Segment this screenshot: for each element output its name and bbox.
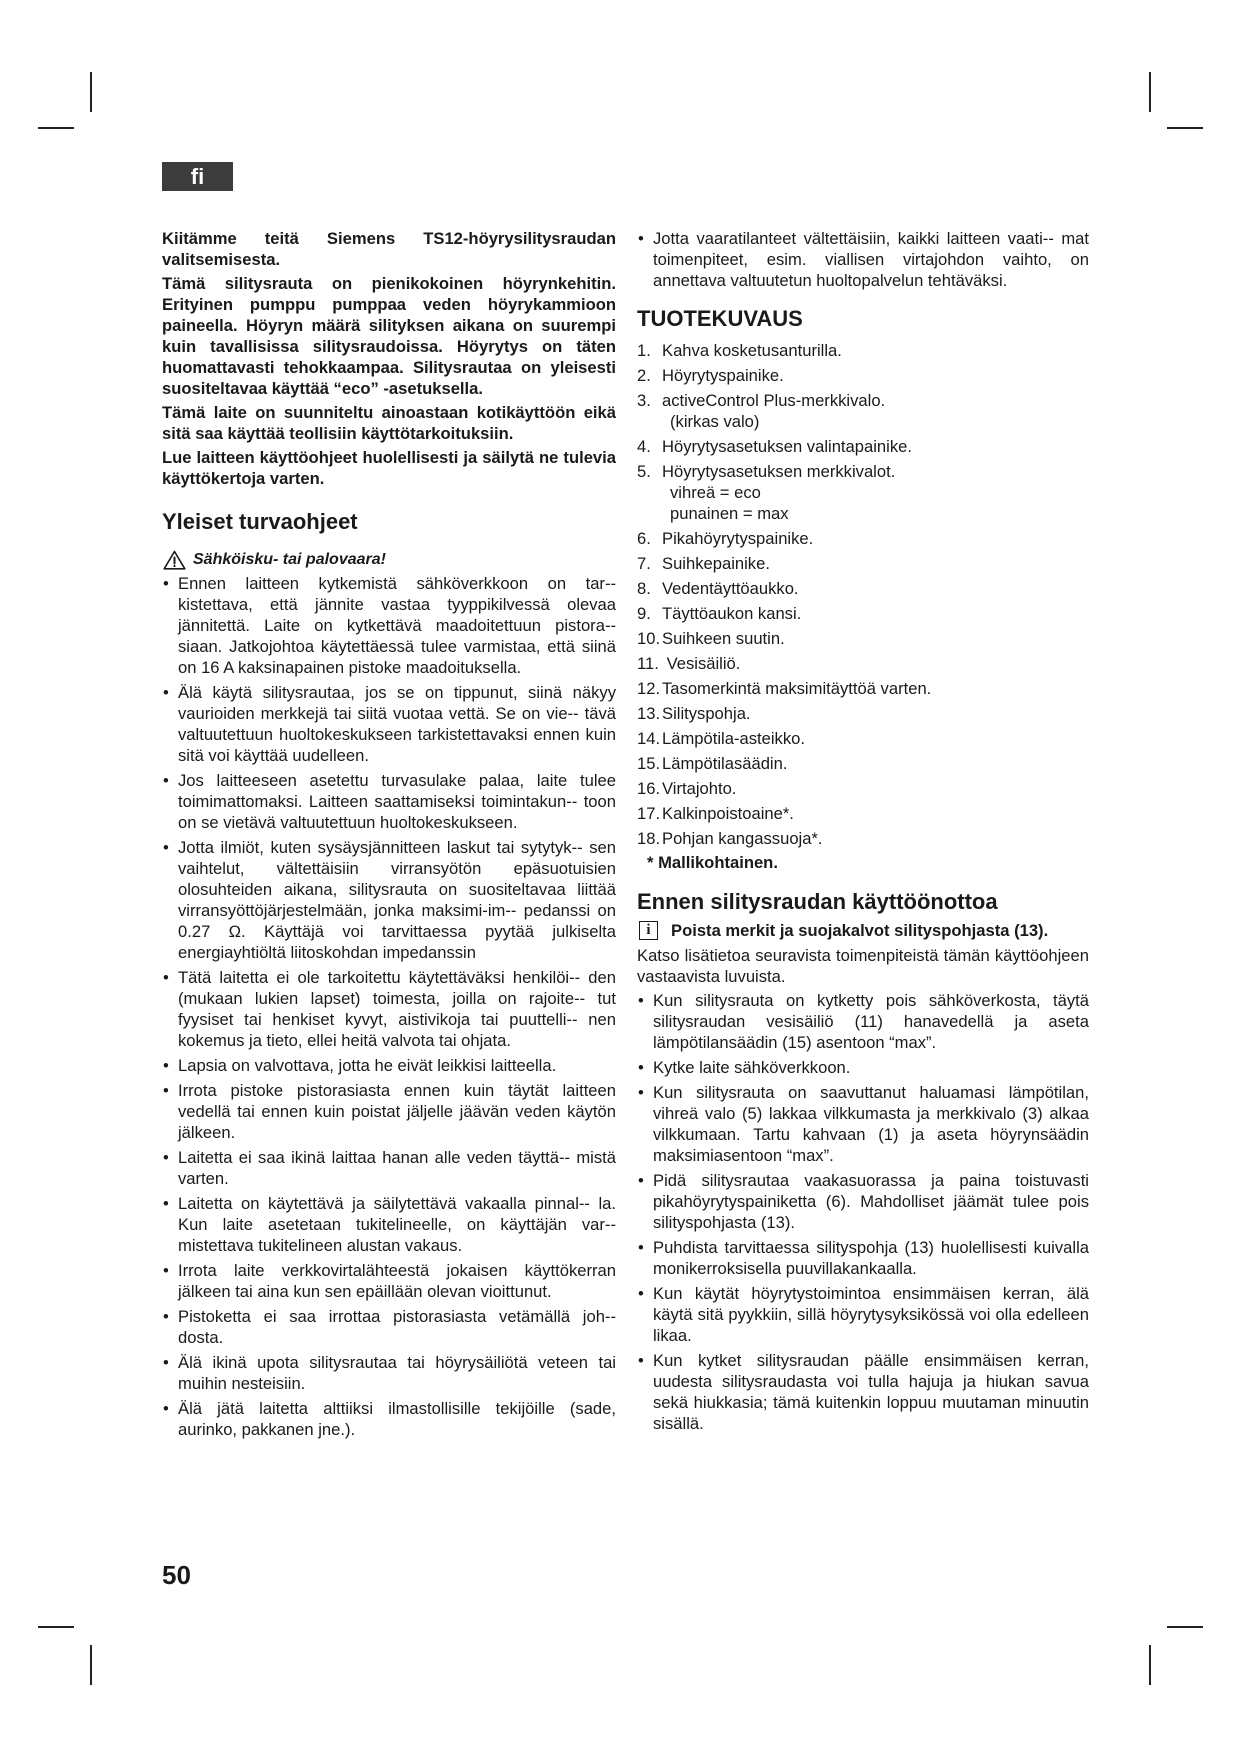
list-item: • Älä jätä laitetta alttiiksi ilmastollisille tekijöille (sade, aurinko, pakkanen jne.). — [162, 1398, 616, 1440]
list-item: • Kun silitysrauta on saavuttanut haluamasi lämpötilan, vihreä valo (5) lakkaa vilkkumasta ja merkkivalo (3) alkaa vilkkumaan. Tartu kahvaan (1) ja aseta höyrynsäädin maksimiasentoon “max”. — [637, 1082, 1089, 1166]
list-item: • Tätä laitetta ei ole tarkoitettu käytettäväksi henkilöi-- den (mukaan lukien lapset) toimesta, joilla on rajoite-- tut fyysiset tai henkiset kyvyt, aistivikoja tai puuttelli-- nen kokemus ja tieto, ellei heitä valvota tai ohjata. — [162, 967, 616, 1051]
info-note — [637, 920, 1089, 941]
part-label: Vesisäiliö. — [662, 654, 741, 673]
parts-list-item — [637, 390, 1089, 432]
part-label: Pikahöyrytyspainike. — [662, 529, 814, 548]
parts-list-item — [637, 365, 1089, 386]
language-badge: fi — [162, 162, 233, 191]
list-item: • Pidä silitysrautaa vaakasuorassa ja paina toistuvasti pikahöyrytyspainiketta (6). Mahdolliset jäämät tulee pois silityspohjasta (13). — [637, 1170, 1089, 1233]
list-item: • Jotta vaaratilanteet vältettäisiin, kaikki laitteen vaati-- mat toimenpiteet, esim. viallisen virtajohdon vaihto, on annettava valtuutetun huoltopalvelun tehtäväksi. — [637, 228, 1089, 291]
part-number: 2. — [637, 366, 651, 385]
part-number: 10. — [637, 629, 661, 648]
list-item: • Irrota laite verkkovirtalähteestä jokaisen käyttökerran jälkeen tai aina kun sen epäillään olevan vioittunut. — [162, 1260, 616, 1302]
safety-list — [162, 573, 616, 1440]
info-paragraph: Katso lisätietoa seuravista toimenpiteistä tämän käyttöohjeen vastaavista luvuista. — [637, 946, 1089, 986]
part-label: Pohjan kangassuoja*. — [662, 829, 823, 848]
crop-mark — [38, 1626, 74, 1628]
list-item: • Älä ikinä upota silitysrautaa tai höyrysäiliötä veteen tai muihin nesteisiin. — [162, 1352, 616, 1394]
list-item: • Ennen laitteen kytkemistä sähköverkkoon on tar-- kistettava, että jännite vastaa tyyppikilvessä olevaa jännitettä. Laite on kytkettävä maadoitettuun pistora-- siaan. Jatkojohtoa käytettäessä tulee varmistaa, että siinä on 16 A kaksinapainen pistoke maadoituksella. — [162, 573, 616, 678]
part-number: 8. — [637, 579, 651, 598]
parts-list-item — [637, 703, 1089, 724]
part-number: 14. — [637, 729, 661, 748]
parts-list-item — [637, 728, 1089, 749]
crop-mark — [1167, 1626, 1203, 1628]
part-number: 1. — [637, 341, 651, 360]
part-number: 9. — [637, 604, 651, 623]
part-number: 18. — [637, 829, 661, 848]
part-label: Täyttöaukon kansi. — [662, 604, 802, 623]
part-number: 12. — [637, 679, 661, 698]
crop-mark — [90, 72, 92, 112]
part-label: Vedentäyttöaukko. — [662, 579, 799, 598]
intro-paragraph: Tämä laite on suunniteltu ainoastaan kotikäyttöön eikä sitä saa käyttää teollisiin käyttötarkoituksiin. — [162, 403, 616, 443]
part-number: 4. — [637, 437, 651, 456]
crop-mark — [1167, 127, 1203, 129]
part-number: 3. — [637, 391, 651, 410]
part-number: 5. — [637, 462, 651, 481]
list-item: • Kun käytät höyrytystoimintoa ensimmäisen kerran, älä käytä sitä pyykkiin, sillä höyrytysyksikössä voi olla edelleen likaa. — [637, 1283, 1089, 1346]
list-item: • Lapsia on valvottava, jotta he eivät leikkisi laitteella. — [162, 1055, 616, 1076]
list-item: • Älä käytä silitysrautaa, jos se on tippunut, siinä näkyy vaurioiden merkkejä tai siitä vuotaa vettä. Se on vie-- tävä valtuutettuun huoltokeskukseen tarkistettavaksi ennen kuin sitä voi käyttää uudelleen. — [162, 682, 616, 766]
crop-mark — [90, 1645, 92, 1685]
part-label: Suihkeen suutin. — [662, 629, 785, 648]
list-item: • Jotta ilmiöt, kuten sysäysjännitteen laskut tai sytytyk-- sen vaihtelut, vältettäisiin virransyötön epäsuotuisien olosuhteiden aikana, silitysrauta on suositeltavaa liittää virransyöttöjärjestelmään, jonka maksimi-im-- pedanssi on 0.27 Ω. Käyttäjä voi tarvittaessa pyytää julkiselta energiayhtiöltä liitoskohdan impedanssin — [162, 837, 616, 963]
part-sub-label: punainen = max — [670, 504, 789, 523]
list-item: • Kun silitysrauta on kytketty pois sähköverkosta, täytä silitysraudan vesisäiliö (11) hanavedellä ja aseta lämpötilansäädin (15) asentoon “max”. — [637, 990, 1089, 1053]
part-label: Tasomerkintä maksimitäyttöä varten. — [662, 679, 932, 698]
part-number: 6. — [637, 529, 651, 548]
parts-list-item — [637, 553, 1089, 574]
part-label: Kahva kosketusanturilla. — [662, 341, 842, 360]
part-label: Lämpötilasäädin. — [662, 754, 788, 773]
part-number: 17. — [637, 804, 661, 823]
part-label: Kalkinpoistoaine*. — [662, 804, 794, 823]
crop-mark — [38, 127, 74, 129]
list-item: • Pistoketta ei saa irrottaa pistorasiasta vetämällä joh-- dosta. — [162, 1306, 616, 1348]
first-use-list — [637, 990, 1089, 1434]
part-label: Lämpötila-asteikko. — [662, 729, 805, 748]
left-column — [162, 228, 616, 1444]
list-item: • Laitetta on käytettävä ja säilytettävä vakaalla pinnal-- la. Kun laite asetetaan tukitelineelle, on käyttäjän var-- mistettava tukitelineen alustan vakaus. — [162, 1193, 616, 1256]
part-label: Höyrytyspainike. — [662, 366, 784, 385]
parts-list-item — [637, 436, 1089, 457]
warning-label: Sähköisku- tai palovaara! — [193, 551, 386, 568]
part-sub-label: vihreä = eco — [670, 483, 761, 502]
parts-list-item — [637, 628, 1089, 649]
part-number: 11. — [637, 654, 659, 673]
parts-list-item — [637, 578, 1089, 599]
crop-mark — [1149, 1645, 1151, 1685]
part-label: Höyrytysasetuksen merkkivalot. — [662, 462, 896, 481]
parts-list-item — [637, 778, 1089, 799]
list-item: • Puhdista tarvittaessa silityspohja (13) huolellisesti kuivalla monikerroksisella puuvillakankaalla. — [637, 1237, 1089, 1279]
part-sub-label: (kirkas valo) — [670, 412, 760, 431]
warning-line — [162, 549, 616, 570]
list-item: • Irrota pistoke pistorasiasta ennen kuin täytät laitteen vedellä tai ennen kuin poistat jäljelle jäävän veden käytön jälkeen. — [162, 1080, 616, 1143]
list-item: • Kytke laite sähköverkkoon. — [637, 1057, 1089, 1078]
product-description-heading: TUOTEKUVAUS — [637, 306, 803, 331]
list-item: • Laitetta ei saa ikinä laittaa hanan alle veden täyttä-- mistä varten. — [162, 1147, 616, 1189]
footnote: * Mallikohtainen. — [647, 853, 778, 872]
parts-list-item — [637, 528, 1089, 549]
intro-paragraph: Tämä silitysrauta on pienikokoinen höyrynkehitin. Erityinen pumppu pumppaa veden höyrykammioon paineella. Höyryn määrä silityksen aikana on suurempi kuin tavallisissa silitysraudoissa. Höyrytys on täten huomattavasti tehokkaampaa. Silitysrautaa on yleisesti suositeltavaa käyttää “eco” -asetuksella. — [162, 274, 616, 398]
part-number: 16. — [637, 779, 661, 798]
info-icon: i — [639, 921, 658, 940]
parts-list-item — [637, 828, 1089, 849]
intro — [162, 228, 616, 489]
parts-list — [637, 340, 1089, 849]
info-text: Poista merkit ja suojakalvot silityspohjasta (13). — [671, 921, 1049, 940]
parts-list-item — [637, 653, 1089, 674]
part-label: Virtajohto. — [662, 779, 737, 798]
part-label: Suihkepainike. — [662, 554, 770, 573]
intro-paragraph: Lue laitteen käyttöohjeet huolellisesti ja säilytä ne tulevia käyttökertoja varten. — [162, 448, 616, 488]
page-number: 50 — [162, 1560, 191, 1590]
first-use-heading: Ennen silitysraudan käyttöönottoa — [637, 889, 998, 914]
part-number: 15. — [637, 754, 661, 773]
part-number: 7. — [637, 554, 651, 573]
warning-triangle-icon — [163, 550, 186, 570]
part-number: 13. — [637, 704, 661, 723]
parts-list-item — [637, 603, 1089, 624]
safety-heading: Yleiset turvaohjeet — [162, 509, 358, 534]
parts-list-item — [637, 803, 1089, 824]
intro-paragraph: Kiitämme teitä Siemens TS12-höyrysilitysraudan valitsemisesta. — [162, 229, 616, 269]
list-item: • Kun kytket silitysraudan päälle ensimmäisen kerran, uudesta silitysraudasta voi tulla hajuja ja hiukan savua sekä hiukkasia; tämä kuitenkin loppuu muutaman minuutin sisällä. — [637, 1350, 1089, 1434]
parts-list-item — [637, 753, 1089, 774]
part-label: Höyrytysasetuksen valintapainike. — [662, 437, 912, 456]
right-column — [637, 228, 1089, 1438]
crop-mark — [1149, 72, 1151, 112]
part-label: Silityspohja. — [662, 704, 751, 723]
safety-list-continued — [637, 228, 1089, 291]
parts-list-item — [637, 678, 1089, 699]
parts-list-item — [637, 461, 1089, 524]
part-label: activeControl Plus-merkkivalo. — [662, 391, 886, 410]
parts-list-item — [637, 340, 1089, 361]
list-item: • Jos laitteeseen asetettu turvasulake palaa, laite tulee toimimattomaksi. Laitteen saattamiseksi toimintakun-- toon on se vietävä valtuutettuun huoltokeskukseen. — [162, 770, 616, 833]
